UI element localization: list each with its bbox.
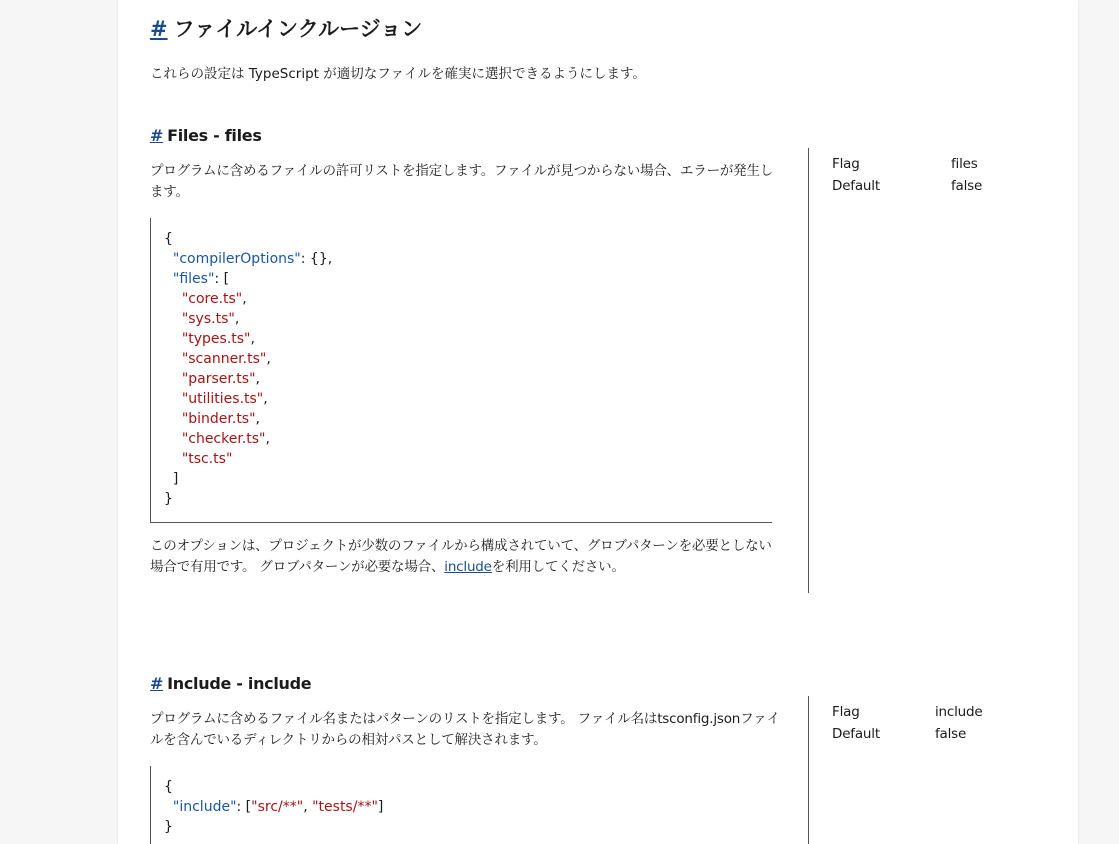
files-meta-panel — [808, 148, 1048, 593]
code-line: "scanner.ts", — [181, 351, 271, 367]
include-heading — [150, 672, 311, 696]
files-note — [150, 536, 782, 578]
flag-label: Flag — [832, 704, 860, 720]
code-line: { — [164, 779, 173, 795]
include-anchor-link[interactable]: # — [150, 674, 164, 693]
files-code-block — [150, 218, 772, 523]
code-line: ] — [172, 471, 179, 487]
section-title-text: ファイルインクルージョン — [173, 17, 423, 41]
section-intro: これらの設定は TypeScript が適切なファイルを確実に選択できるようにします。 — [150, 66, 646, 82]
files-heading-text: Files - files — [167, 126, 262, 145]
default-value: false — [951, 178, 983, 194]
default-label: Default — [832, 178, 880, 194]
code-line: "compilerOptions": {}, — [172, 251, 333, 267]
files-note-text: このオプションは、プロジェクトが少数のファイルから構成されていて、グロブパターンを必要としない場合で有用です。 グロブパターンが必要な場合、 — [150, 538, 772, 575]
code-line: "utilities.ts", — [181, 391, 268, 407]
files-anchor-link[interactable]: # — [150, 126, 164, 145]
doc-page — [118, 0, 1078, 844]
flag-value: include — [935, 704, 983, 720]
code-line: "checker.ts", — [181, 431, 270, 447]
code-line: { — [164, 231, 173, 247]
code-line: } — [164, 819, 173, 835]
code-line: "sys.ts", — [181, 311, 240, 327]
code-line: "files": [ — [172, 271, 230, 287]
code-line: "tsc.ts" — [181, 451, 233, 467]
include-heading-text: Include - include — [167, 674, 312, 693]
include-meta-panel — [808, 696, 1048, 844]
section-title — [150, 14, 422, 44]
code-line: "types.ts", — [181, 331, 255, 347]
default-row — [832, 723, 1048, 745]
section-anchor-link[interactable]: # — [150, 17, 168, 41]
code-line: "core.ts", — [181, 291, 247, 307]
code-line: } — [164, 491, 173, 507]
include-description: プログラムに含めるファイル名またはパターンのリストを指定します。 ファイル名はtsconfig.jsonファイルを含んでいるディレクトリからの相対パスとして解決されます。 — [150, 711, 780, 748]
code-line: "include": ["src/**", "tests/**"] — [172, 799, 384, 815]
flag-value: files — [951, 156, 978, 172]
flag-label: Flag — [832, 156, 860, 172]
files-heading — [150, 124, 262, 148]
files-description: プログラムに含めるファイルの許可リストを指定します。ファイルが見つからない場合、エラーが発生します。 — [150, 163, 774, 200]
flag-row — [832, 153, 1048, 175]
code-line: "parser.ts", — [181, 371, 260, 387]
flag-row — [832, 701, 1048, 723]
default-label: Default — [832, 726, 880, 742]
default-value: false — [935, 726, 967, 742]
code-line: "binder.ts", — [181, 411, 260, 427]
include-link[interactable]: include — [444, 559, 492, 575]
files-note-tail: を利用してください。 — [491, 559, 625, 575]
default-row — [832, 175, 1048, 197]
include-code-block — [150, 766, 772, 844]
